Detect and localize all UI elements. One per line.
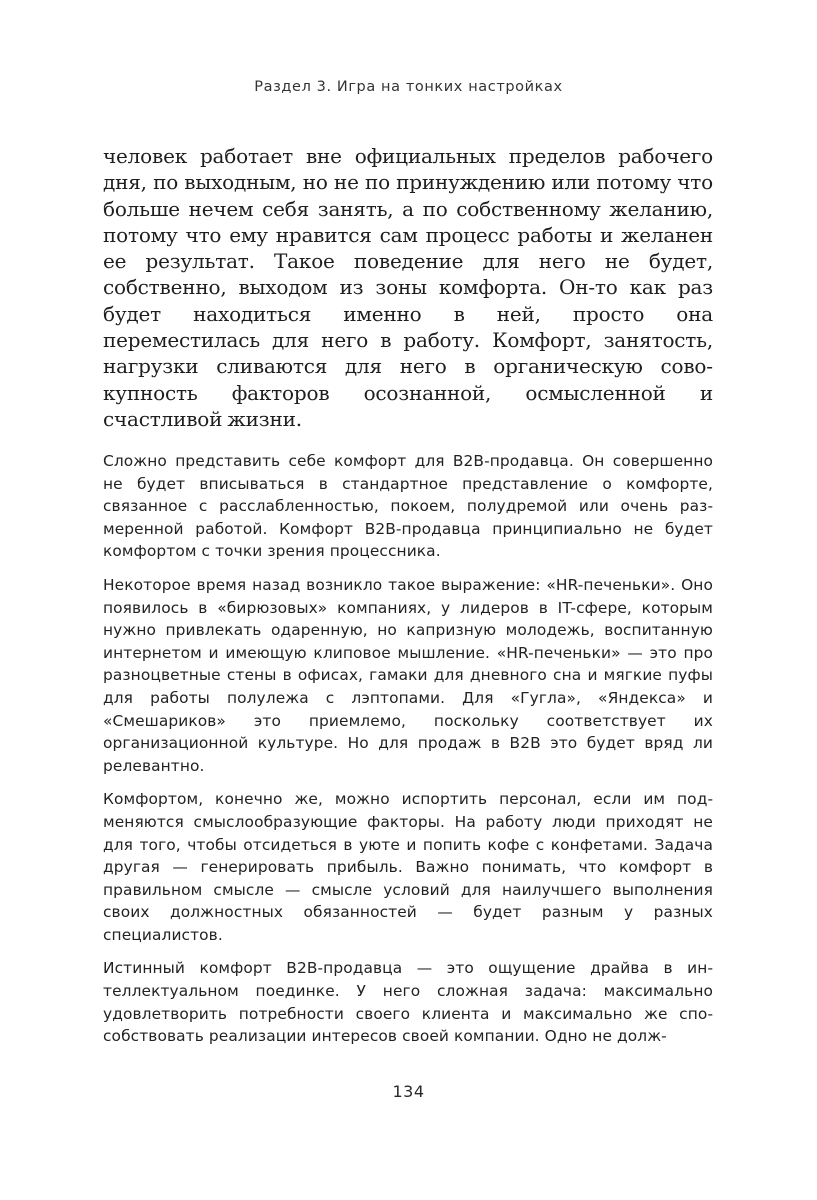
running-header: Раздел 3. Игра на тонких настройках: [254, 79, 563, 95]
body-paragraph-2: Некоторое время назад возникло такое выражение: «HR-печеньки». Оно появилось в «бирюзовых» компаниях, у лидеров в IT-сфере, которым нужно привлекать одаренную, но капризную молодежь, воспитанную интернетом и имеющую клиповое мышление. «HR-печеньки» — это про разноцветные стены в офисах, гамаки для дневного сна и мягкие пуфы для работы полулежа с лэптопами. Для «Гугла», «Яндекса» и «Смешариков» это приемлемо, поскольку соответствует их организационной культуре. Но для продаж в B2B это будет вряд ли релевантно.: [103, 575, 713, 775]
page-number: 134: [392, 1082, 425, 1101]
body-paragraph-3: Комфортом, конечно же, можно испортить персонал, если им подменяются смыслообразующие факторы. На работу люди приходят не для того, чтобы отсидеться в уюте и попить кофе с конфетами. Задача другая — генерировать прибыль. Важно понимать, что комфорт в правильном смысле — смысле условий для наилучшего выполнения своих должностных обязанностей — будет разным у разных специалистов.: [103, 790, 713, 944]
body-paragraph-4: Истинный комфорт B2B-продавца — это ощущение драйва в интеллектуальном поединке. У него сложная задача: максимально удовлетворить потребности своего клиента и максимально же способствовать реализации интересов своей компании. Одно не долж-: [103, 959, 713, 1046]
body-text: [103, 450, 713, 1059]
serif-continuation-block: [103, 143, 713, 432]
body-paragraph-1: Сложно представить себе комфорт для B2B-продавца. Он совершенно не будет вписываться в стандартное представление о комфорте, связанное с расслабленностью, покоем, полудремой или очень размеренной работой. Комфорт B2B-продавца принципиально не будет комфортом с точки зрения процессника.: [103, 452, 713, 561]
serif-paragraph: человек работает вне официальных пределов рабочего дня, по выходным, но не по принуждению или потому что больше нечем себя занять, а по собственному желанию, потому что ему нравится сам процесс работы и желанен ее результат. Такое поведение для него не будет, собственно, выходом из зоны комфорта. Он-то как раз будет находиться именно в ней, просто она переместилась для него в работу. Комфорт, занятость, нагрузки сливаются для него в органическую совокупность факторов осознанной, осмысленной и счастливой жизни.: [103, 144, 713, 431]
